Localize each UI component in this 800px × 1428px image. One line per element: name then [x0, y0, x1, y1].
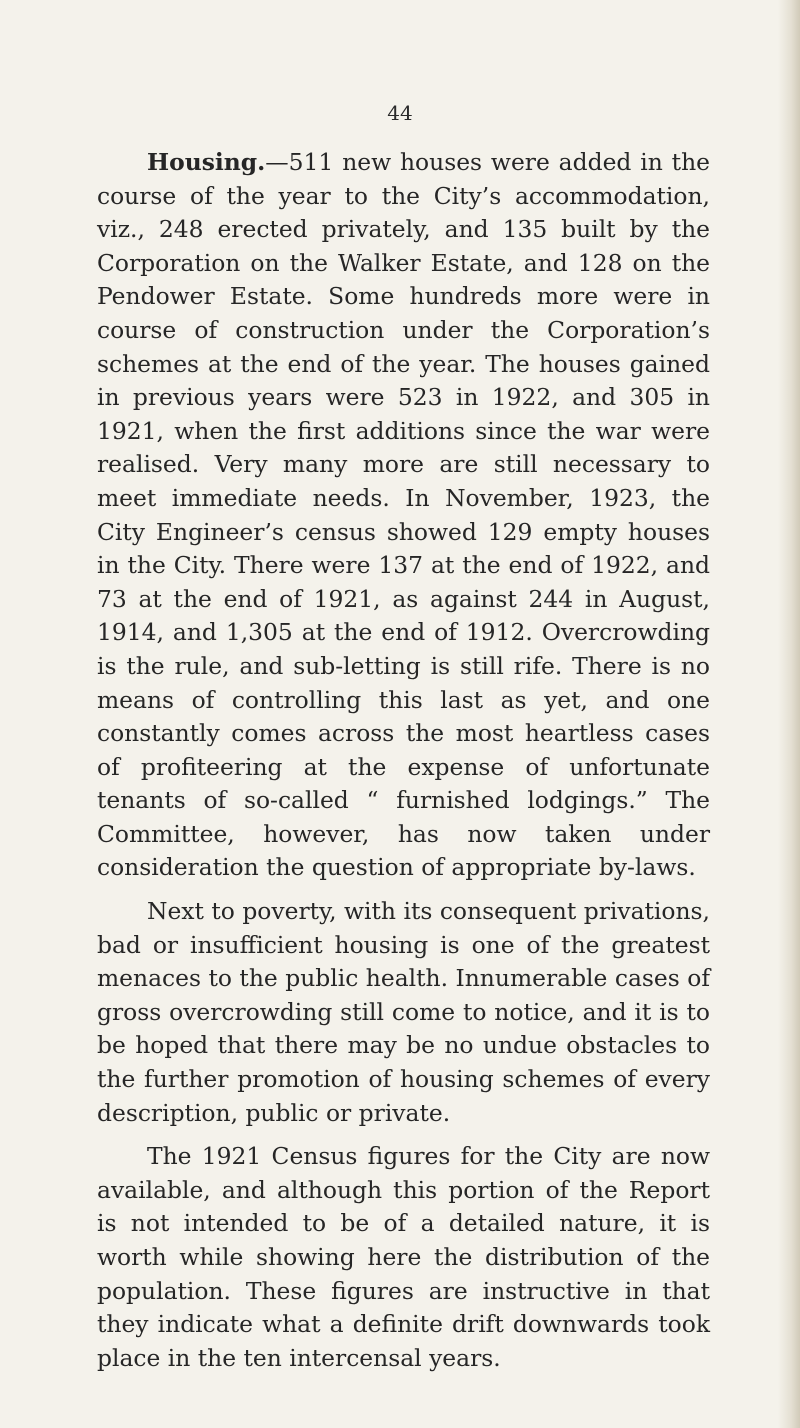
- body-text: [97, 146, 710, 1375]
- page-number: 44: [387, 101, 413, 125]
- paragraph-census: The 1921 Census figures for the City are now available, and although this portion of the Report is not intended to be of a detailed nature, it is worth while showing here the distribution of the population. These figures are instructive in that they indicate what a definite drift downwards took place in the ten intercensal years.: [97, 1142, 710, 1372]
- paragraph-poverty: Next to poverty, with its consequent privations, bad or insufficient housing is one of the greatest menaces to the public health. Innumerable cases of gross overcrowding still come to notice, and it is to be hoped that there may be no undue obstacles to the further promotion of housing schemes of every description, public or private.: [97, 897, 710, 1127]
- paragraph-text: —511 new houses were added in the course of the year to the City’s accommodation, viz., 248 erected privately, and 135 built by the Corporation on the Walker Estate, and 128 on the Pendower Estate. Some hundreds more were in course of construction under the Corporation’s schemes at the end of the year. The houses gained in previous years were 523 in 1922, and 305 in 1921, when the first additions since the war were realised. Very many more are still necessary to meet immediate needs. In November, 1923, the City Engineer’s census showed 129 empty houses in the City. There were 137 at the end of 1922, and 73 at the end of 1921, as against 244 in August, 1914, and 1,305 at the end of 1912. Overcrowding is the rule, and sub-letting is still rife. There is no means of controlling this last as yet, and one constantly comes across the most heartless cases of profiteering at the expense of unfortunate tenants of so-called “ furnished lodgings.” The Committee, however, has now taken under consideration the question of appropriate by-laws.: [97, 148, 710, 882]
- paragraph-housing: [97, 146, 710, 885]
- page-edge-shadow: [778, 0, 800, 1428]
- section-heading: Housing.: [147, 148, 266, 176]
